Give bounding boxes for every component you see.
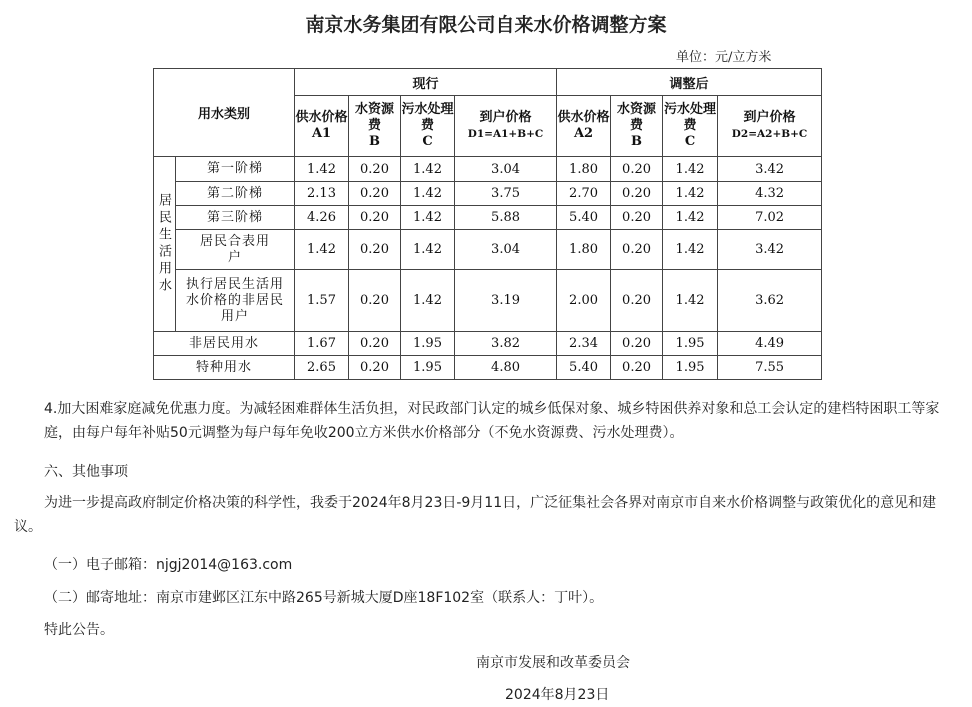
contact-address: （二）邮寄地址：南京市建邺区江东中路265号新城大厦D座18F102室（联系人：丁叶）。 bbox=[44, 590, 604, 606]
row-label: 第一阶梯 bbox=[176, 157, 295, 182]
cell-c1: 1.42 bbox=[401, 230, 455, 270]
cell-c1: 1.42 bbox=[401, 182, 455, 206]
row-label-text: 居民合表用户 bbox=[200, 233, 271, 265]
header-adjusted-group: 调整后 bbox=[557, 69, 822, 96]
header-supply-price-adjusted bbox=[557, 96, 611, 157]
table-row bbox=[154, 157, 822, 182]
cell-c2: 1.42 bbox=[663, 206, 718, 230]
cell-a2: 1.80 bbox=[557, 157, 611, 182]
row-label bbox=[176, 270, 295, 332]
header-total-label: 到户价格 bbox=[743, 110, 796, 125]
cell-a1: 1.42 bbox=[295, 230, 349, 270]
table-row bbox=[154, 206, 822, 230]
residential-group-cell bbox=[154, 157, 176, 332]
cell-a1: 2.65 bbox=[295, 356, 349, 380]
header-b: B bbox=[369, 134, 381, 149]
cell-b2: 0.20 bbox=[611, 182, 663, 206]
header-sewage-label: 污水处理费 bbox=[401, 102, 454, 133]
cell-a2: 2.70 bbox=[557, 182, 611, 206]
header-b: B bbox=[631, 134, 643, 149]
row-label: 特种用水 bbox=[154, 356, 295, 380]
cell-a2: 1.80 bbox=[557, 230, 611, 270]
cell-b1: 0.20 bbox=[349, 230, 401, 270]
cell-c1: 1.95 bbox=[401, 332, 455, 356]
cell-c1: 1.95 bbox=[401, 356, 455, 380]
cell-c2: 1.95 bbox=[663, 332, 718, 356]
contact-email: （一）电子邮箱：njgj2014@163.com bbox=[44, 557, 293, 573]
cell-b2: 0.20 bbox=[611, 270, 663, 332]
cell-d1: 3.04 bbox=[455, 230, 557, 270]
table-row bbox=[154, 230, 822, 270]
cell-a1: 4.26 bbox=[295, 206, 349, 230]
header-total-label: 到户价格 bbox=[479, 110, 532, 125]
cell-b1: 0.20 bbox=[349, 356, 401, 380]
date: 2024年8月23日 bbox=[505, 687, 610, 703]
row-label bbox=[176, 230, 295, 270]
header-total-current bbox=[455, 96, 557, 157]
signer: 南京市发展和改革委员会 bbox=[476, 655, 630, 671]
header-c: C bbox=[684, 134, 696, 149]
cell-d1: 5.88 bbox=[455, 206, 557, 230]
cell-c2: 1.95 bbox=[663, 356, 718, 380]
cell-b1: 0.20 bbox=[349, 270, 401, 332]
cell-a2: 5.40 bbox=[557, 356, 611, 380]
cell-d1: 3.82 bbox=[455, 332, 557, 356]
cell-c2: 1.42 bbox=[663, 182, 718, 206]
cell-b1: 0.20 bbox=[349, 206, 401, 230]
cell-b2: 0.20 bbox=[611, 332, 663, 356]
cell-a1: 1.67 bbox=[295, 332, 349, 356]
header-supply-label: 供水价格 bbox=[557, 110, 610, 125]
row-label: 第三阶梯 bbox=[176, 206, 295, 230]
cell-d2: 7.02 bbox=[718, 206, 822, 230]
header-c: C bbox=[422, 134, 433, 149]
header-category: 用水类别 bbox=[154, 69, 295, 157]
header-sewage-fee-adjusted bbox=[663, 96, 718, 157]
cell-c2: 1.42 bbox=[663, 230, 718, 270]
residential-group-label: 居民生活用水 bbox=[156, 193, 171, 295]
table-row bbox=[154, 270, 822, 332]
cell-d2: 4.49 bbox=[718, 332, 822, 356]
section-heading-other: 六、其他事项 bbox=[44, 464, 128, 480]
header-resource-label: 水资源费 bbox=[617, 102, 657, 133]
unit-label: 单位：元/立方米 bbox=[676, 50, 772, 65]
cell-d2: 3.62 bbox=[718, 270, 822, 332]
cell-d1: 3.75 bbox=[455, 182, 557, 206]
cell-c1: 1.42 bbox=[401, 206, 455, 230]
paragraph-relief: 4.加大困难家庭减免优惠力度。为减轻困难群体生活负担，对民政部门认定的城乡低保对象、城乡特困供养对象和总工会认定的建档特困职工等家庭，由每户每年补贴50元调整为每户每年免收200立方米供水价格部分（不免水资源费、污水处理费）。 bbox=[44, 401, 940, 441]
header-resource-fee-current bbox=[349, 96, 401, 157]
header-sewage-label: 污水处理费 bbox=[664, 102, 717, 133]
row-label: 非居民用水 bbox=[154, 332, 295, 356]
table-row bbox=[154, 332, 822, 356]
cell-d1: 3.19 bbox=[455, 270, 557, 332]
row-label: 第二阶梯 bbox=[176, 182, 295, 206]
header-d1: D1=A1+B+C bbox=[467, 128, 544, 140]
header-a1: A1 bbox=[311, 126, 332, 141]
cell-a1: 2.13 bbox=[295, 182, 349, 206]
cell-a2: 5.40 bbox=[557, 206, 611, 230]
cell-d1: 4.80 bbox=[455, 356, 557, 380]
cell-d1: 3.04 bbox=[455, 157, 557, 182]
cell-a1: 1.57 bbox=[295, 270, 349, 332]
cell-b2: 0.20 bbox=[611, 230, 663, 270]
paragraph-consultation: 为进一步提高政府制定价格决策的科学性，我委于2024年8月23日-9月11日，广泛征集社会各界对南京市自来水价格调整与政策优化的意见和建议。 bbox=[14, 495, 937, 535]
cell-a2: 2.34 bbox=[557, 332, 611, 356]
header-supply-label: 供水价格 bbox=[295, 110, 348, 125]
header-d2: D2=A2+B+C bbox=[731, 128, 808, 140]
cell-b1: 0.20 bbox=[349, 182, 401, 206]
cell-d2: 7.55 bbox=[718, 356, 822, 380]
closing-notice: 特此公告。 bbox=[44, 622, 114, 638]
header-resource-fee-adjusted bbox=[611, 96, 663, 157]
header-supply-price-current bbox=[295, 96, 349, 157]
cell-b1: 0.20 bbox=[349, 332, 401, 356]
cell-c2: 1.42 bbox=[663, 157, 718, 182]
cell-b1: 0.20 bbox=[349, 157, 401, 182]
header-resource-label: 水资源费 bbox=[355, 102, 395, 133]
cell-a1: 1.42 bbox=[295, 157, 349, 182]
header-a2: A2 bbox=[573, 126, 594, 141]
cell-b2: 0.20 bbox=[611, 157, 663, 182]
cell-b2: 0.20 bbox=[611, 356, 663, 380]
header-sewage-fee-current bbox=[401, 96, 455, 157]
cell-c1: 1.42 bbox=[401, 270, 455, 332]
header-total-adjusted bbox=[718, 96, 822, 157]
header-current-group: 现行 bbox=[295, 69, 557, 96]
cell-c2: 1.42 bbox=[663, 270, 718, 332]
table-row bbox=[154, 356, 822, 380]
price-table bbox=[153, 68, 822, 380]
cell-b2: 0.20 bbox=[611, 206, 663, 230]
cell-d2: 3.42 bbox=[718, 157, 822, 182]
row-label-text: 执行居民生活用水价格的非居民用户 bbox=[185, 276, 284, 324]
cell-d2: 4.32 bbox=[718, 182, 822, 206]
page-title: 南京水务集团有限公司自来水价格调整方案 bbox=[305, 14, 667, 36]
cell-d2: 3.42 bbox=[718, 230, 822, 270]
table-row bbox=[154, 182, 822, 206]
cell-a2: 2.00 bbox=[557, 270, 611, 332]
cell-c1: 1.42 bbox=[401, 157, 455, 182]
